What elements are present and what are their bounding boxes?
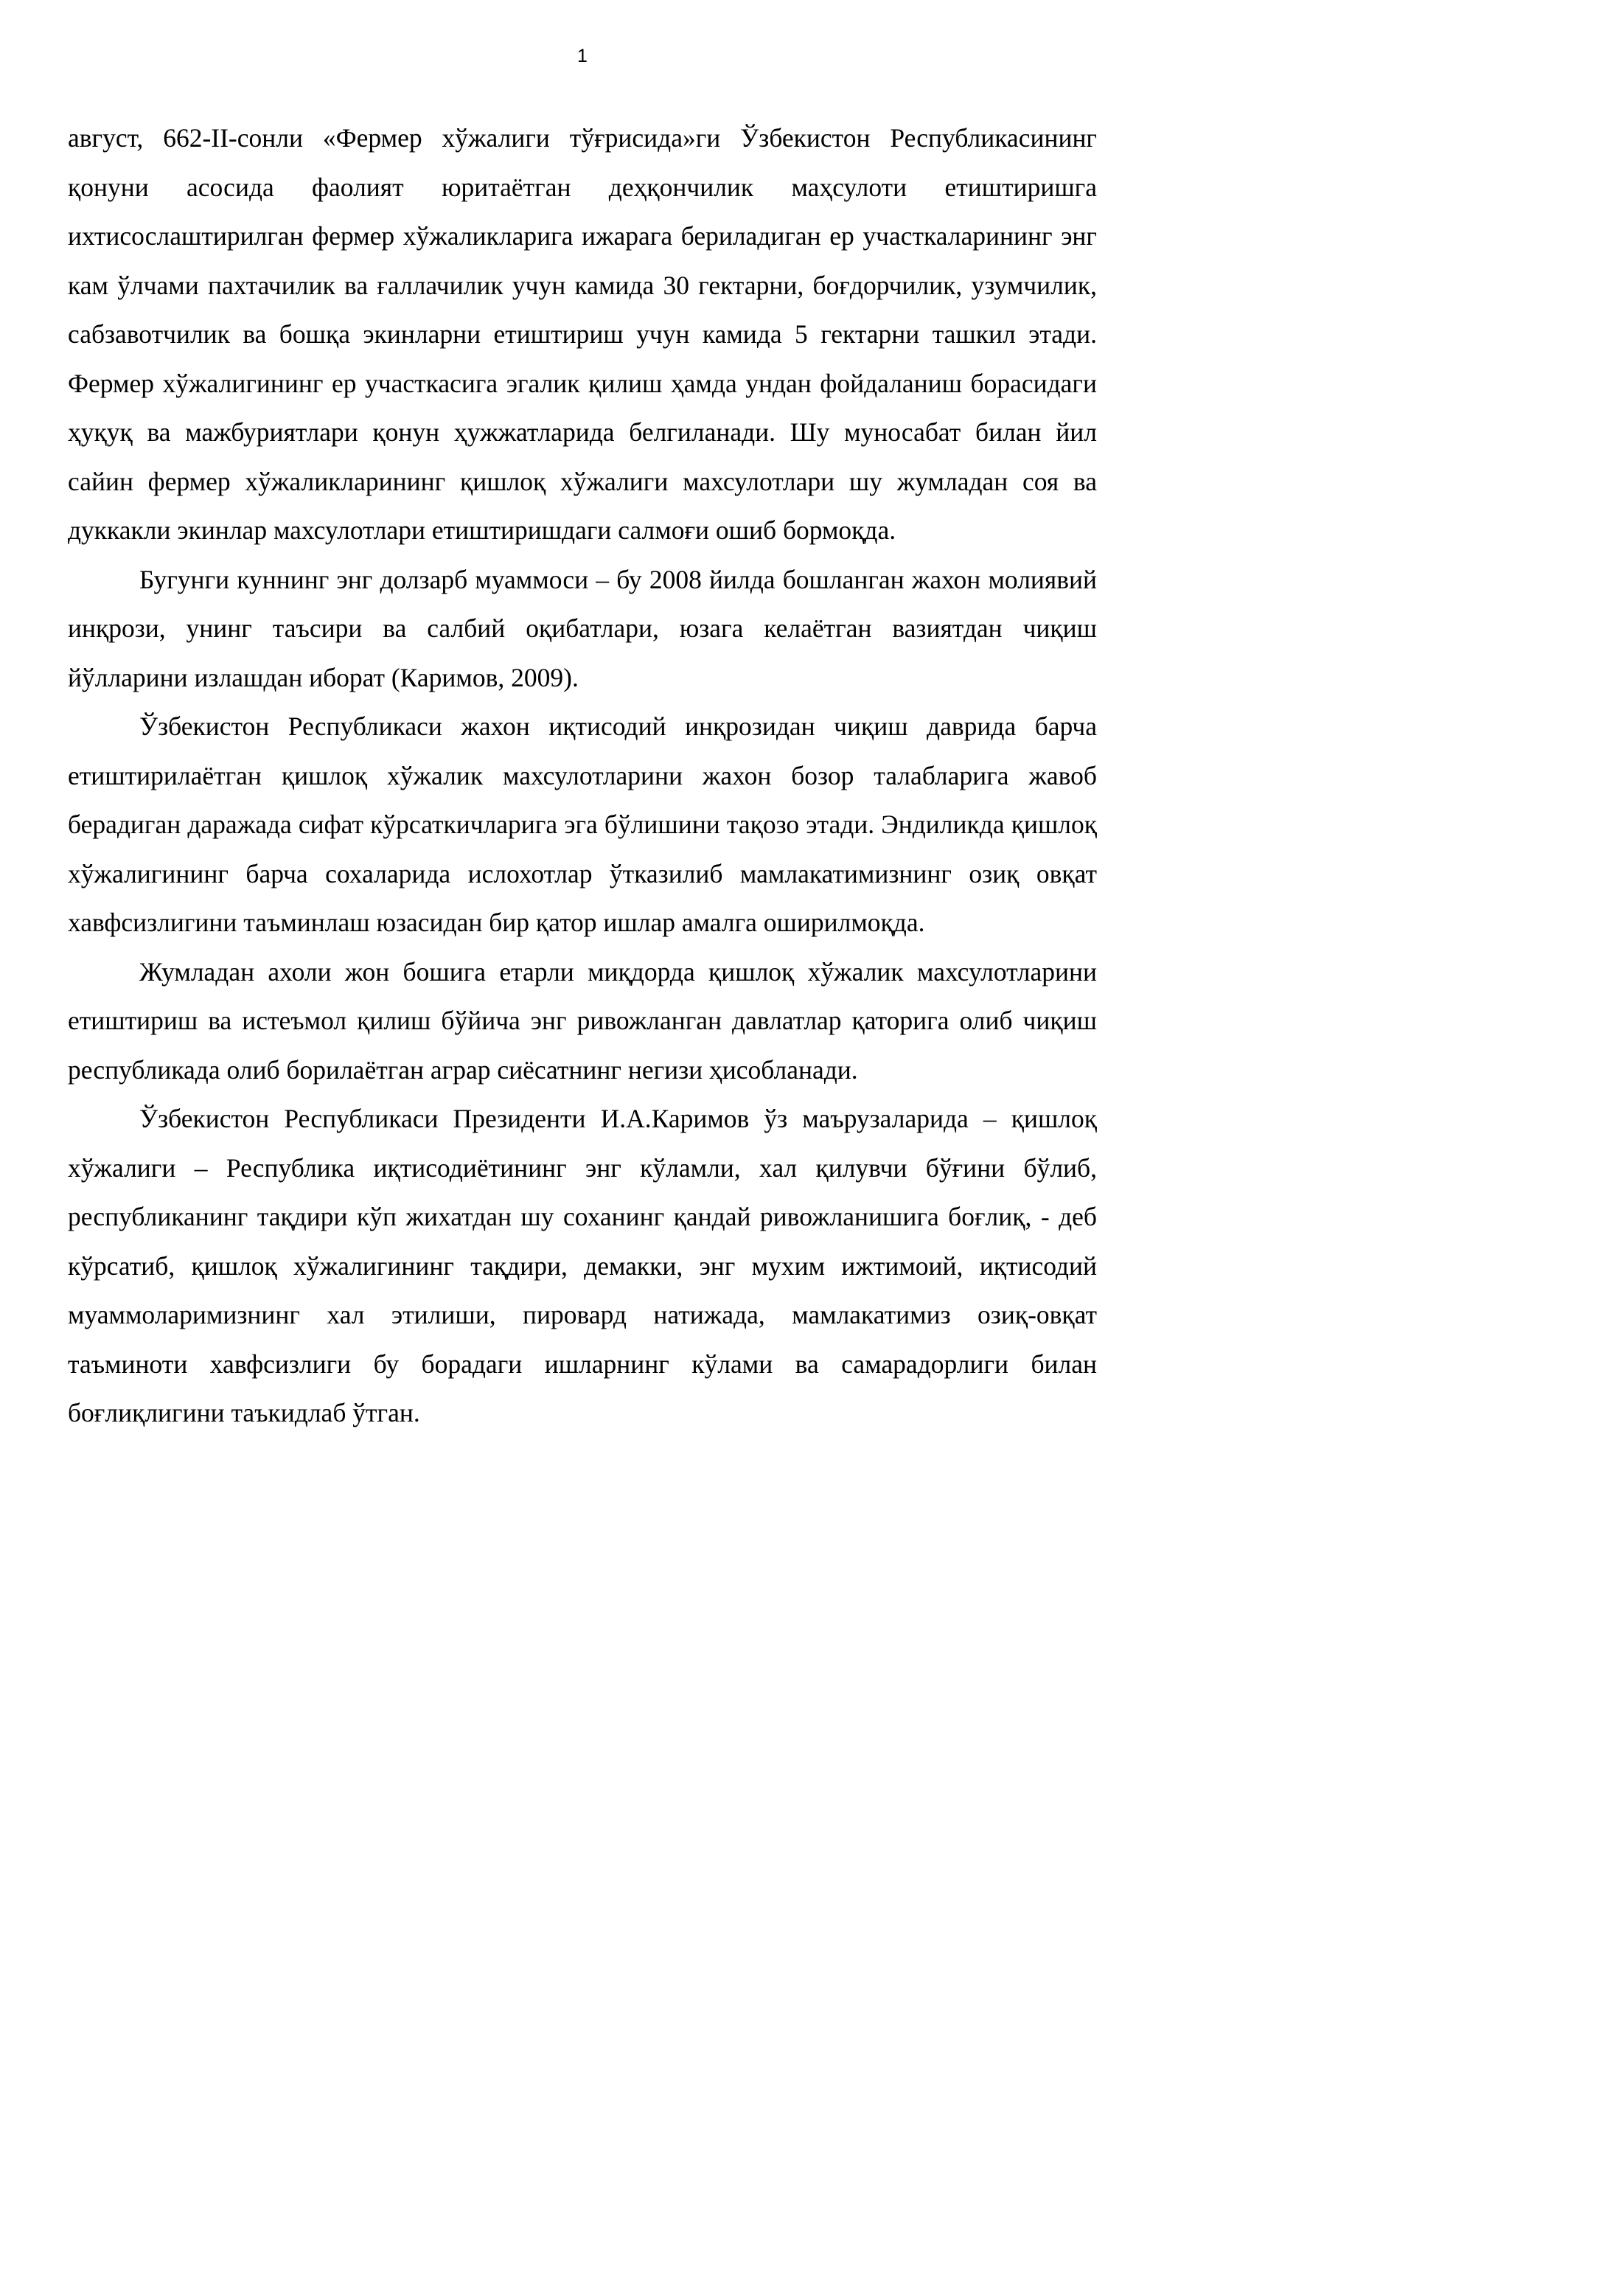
paragraph: Жумладан ахоли жон бошига етарли миқдорда қишлоқ хўжалик махсулотларини етиштириш ва истеъмол қилиш бўйича энг ривожланган давлатлар қаторига олиб чиқиш республикада олиб борилаётган аграр сиёсатнинг негизи ҳисобланади. bbox=[68, 956, 1097, 1085]
paragraph-continuation: август, 662-II-сонли «Фермер хўжалиги тўғрисида»ги Ўзбекистон Республикасининг қонуни асосида фаолият юритаётган деҳқончилик маҳсулоти етиштиришга ихтисослаштирилган фермер хўжаликларига ижарага бериладиган ер участкаларининг энг кам ўлчами пахтачилик ва ғаллачилик учун камида 30 гектарни, боғдорчилик, узумчилик, сабзавотчилик ва бошқа экинларни етиштириш учун камида 5 гектарни ташкил этади. Фермер хўжалигининг ер участкасига эгалик қилиш ҳамда ундан фойдаланиш борасидаги ҳуқуқ ва мажбуриятлари қонун ҳужжатларида белгиланади. Шу муносабат билан йил сайин фермер хўжаликларининг қишлоқ хўжалиги махсулотлари шу жумладан соя ва дуккакли экинлар махсулотлари етиштиришдаги салмоғи ошиб бормоқда. bbox=[68, 123, 1097, 545]
document-body bbox=[68, 114, 1097, 1438]
paragraph: Бугунги куннинг энг долзарб муаммоси – бу 2008 йилда бошланган жахон молиявий инқрози, унинг таъсири ва салбий оқибатлари, юзага келаётган вазиятдан чиқиш йўлларини излашдан иборат (Каримов, 2009). bbox=[68, 564, 1097, 692]
paragraph: Ўзбекистон Республикаси Президенти И.А.Каримов ўз маърузаларида – қишлоқ хўжалиги – Республика иқтисодиётининг энг кўламли, хал қилувчи бўғини бўлиб, республиканинг тақдири кўп жихатдан шу соханинг қандай ривожланишига боғлиқ, - деб кўрсатиб, қишлоқ хўжалигининг тақдири, демакки, энг мухим ижтимоий, иқтисодий муаммоларимизнинг хал этилиши, пировард натижада, мамлакатимиз озиқ-овқат таъминоти хавфсизлиги бу борадаги ишларнинг кўлами ва самарадорлиги билан боғлиқлигини таъкидлаб ўтган. bbox=[68, 1104, 1097, 1427]
paragraph: Ўзбекистон Республикаси жахон иқтисодий инқрозидан чиқиш даврида барча етиштирилаётган қишлоқ хўжалик махсулотларини жахон бозор талабларига жавоб берадиган даражада сифат кўрсаткичларига эга бўлишини тақозо этади. Эндиликда қишлоқ хўжалигининг барча сохаларида ислохотлар ўтказилиб мамлакатимизнинг озиқ овқат хавфсизлигини таъминлаш юзасидан бир қатор ишлар амалга оширилмоқда. bbox=[68, 712, 1097, 937]
page-number: 1 bbox=[577, 46, 588, 66]
